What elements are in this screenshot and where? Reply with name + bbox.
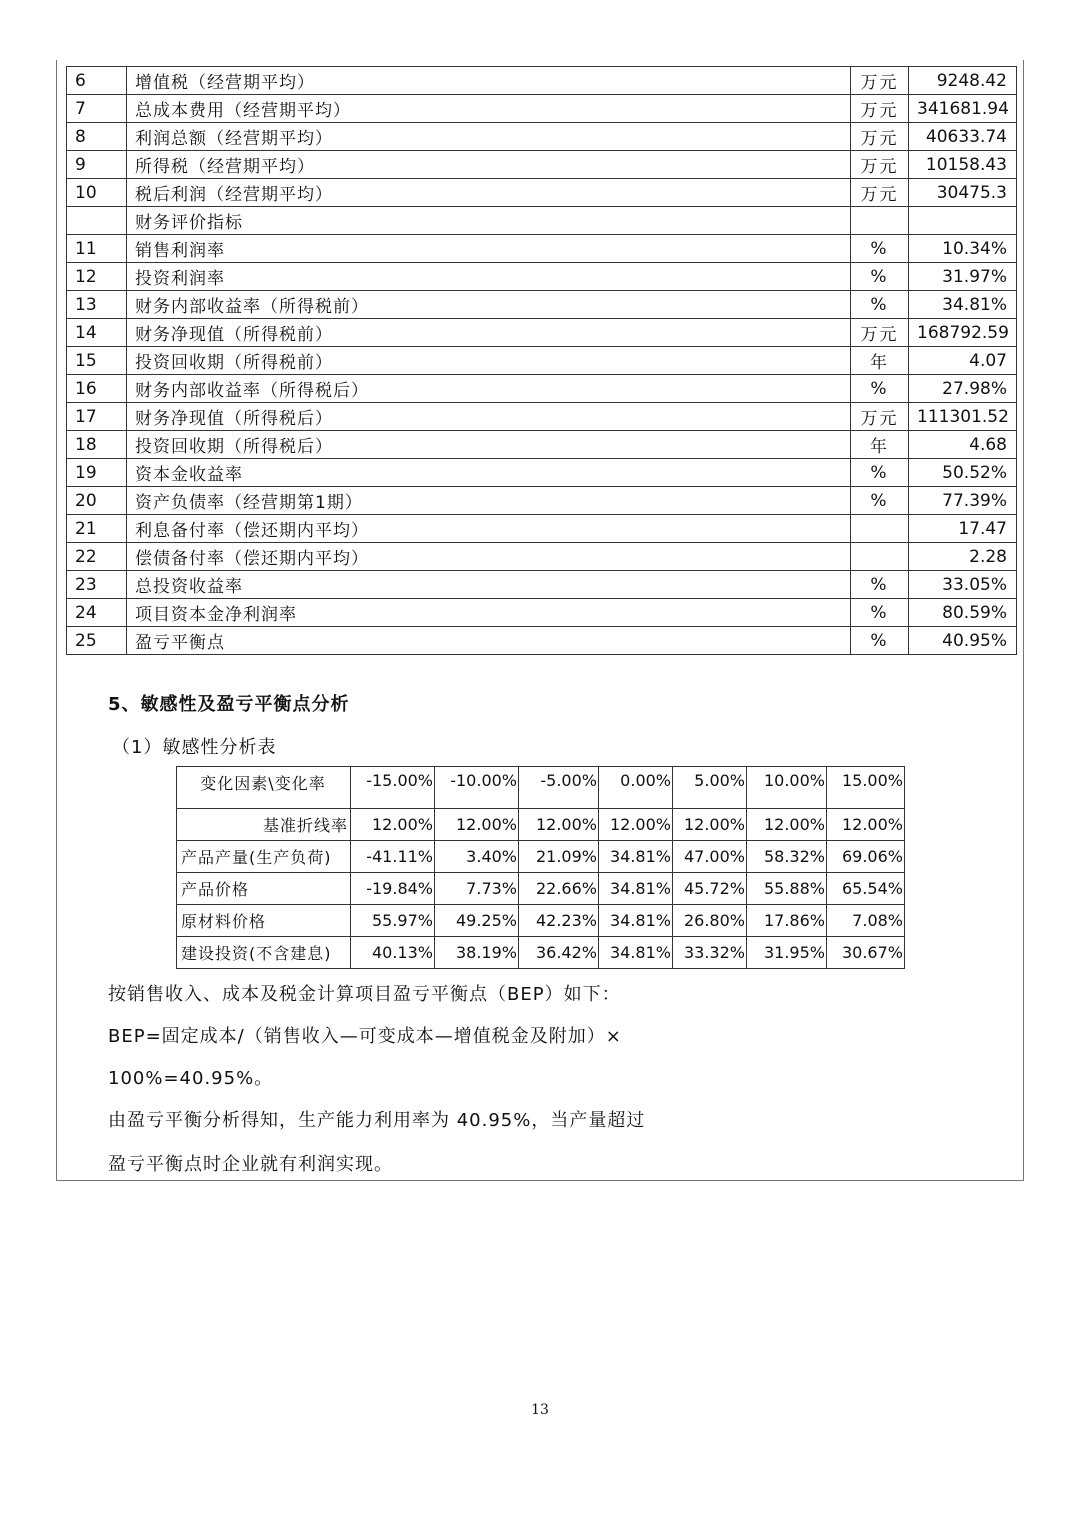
sensitivity-value: 12.00% [827,809,905,841]
row-unit: % [851,487,909,515]
sensitivity-value: 36.42% [519,937,599,969]
row-indicator-name: 财务内部收益率（所得税后） [127,375,851,403]
row-value: 30475.3 [909,179,1017,207]
sensitivity-value: 7.08% [827,905,905,937]
row-value: 50.52% [909,459,1017,487]
table-row [67,123,1017,151]
row-indicator-name: 销售利润率 [127,235,851,263]
sensitivity-value: 12.00% [351,809,435,841]
row-unit: 万元 [851,179,909,207]
row-number: 18 [67,431,127,459]
row-indicator-name: 财务净现值（所得税前） [127,319,851,347]
row-indicator-name: 投资利润率 [127,263,851,291]
row-indicator-name: 资本金收益率 [127,459,851,487]
row-indicator-name: 偿债备付率（偿还期内平均） [127,543,851,571]
sensitivity-value: 26.80% [673,905,747,937]
row-value: 27.98% [909,375,1017,403]
row-value: 168792.59 [909,319,1017,347]
sensitivity-value: 65.54% [827,873,905,905]
sensitivity-value: 34.81% [599,937,673,969]
row-unit: 万元 [851,319,909,347]
row-unit: % [851,263,909,291]
row-indicator-name: 项目资本金净利润率 [127,599,851,627]
row-value: 17.47 [909,515,1017,543]
row-unit: % [851,571,909,599]
sensitivity-value: 12.00% [519,809,599,841]
sensitivity-value: 55.97% [351,905,435,937]
row-indicator-name: 投资回收期（所得税前） [127,347,851,375]
row-number: 21 [67,515,127,543]
row-number: 15 [67,347,127,375]
sensitivity-value: 12.00% [673,809,747,841]
sensitivity-value: 55.88% [747,873,827,905]
row-unit: 万元 [851,67,909,95]
row-indicator-name: 财务内部收益率（所得税前） [127,291,851,319]
sensitivity-subtitle: （1）敏感性分析表 [112,737,277,758]
conclusion-line-1: 由盈亏平衡分析得知，生产能力利用率为 40.95%，当产量超过 [108,1110,646,1131]
sensitivity-header-row [177,767,905,809]
row-unit: 年 [851,347,909,375]
table-row [67,151,1017,179]
section-title: 5、敏感性及盈亏平衡点分析 [108,694,350,715]
row-value: 2.28 [909,543,1017,571]
sensitivity-factor-label: 产品产量(生产负荷) [177,841,351,873]
row-indicator-name: 资产负债率（经营期第1期） [127,487,851,515]
row-value: 10.34% [909,235,1017,263]
row-number: 17 [67,403,127,431]
sensitivity-change-rate: -15.00% [351,767,435,809]
sensitivity-value: 45.72% [673,873,747,905]
sensitivity-value: 34.81% [599,905,673,937]
financial-indicators-table [66,66,1017,655]
row-number: 19 [67,459,127,487]
row-number: 8 [67,123,127,151]
sensitivity-value: 33.32% [673,937,747,969]
row-number: 16 [67,375,127,403]
sensitivity-change-rate: -5.00% [519,767,599,809]
table-row [67,543,1017,571]
sensitivity-row [177,905,905,937]
sensitivity-value: 34.81% [599,841,673,873]
page-number: 13 [531,1402,549,1418]
table-row [67,599,1017,627]
row-unit: 万元 [851,95,909,123]
sensitivity-value: 21.09% [519,841,599,873]
row-indicator-name: 财务净现值（所得税后） [127,403,851,431]
bep-formula-line-1: BEP=固定成本/（销售收入—可变成本—增值税金及附加）× [108,1026,622,1047]
row-value: 10158.43 [909,151,1017,179]
sensitivity-value: 40.13% [351,937,435,969]
row-unit: 万元 [851,151,909,179]
sensitivity-value: 69.06% [827,841,905,873]
sensitivity-row [177,937,905,969]
sensitivity-factor-label: 基准折线率 [177,809,351,841]
row-indicator-name: 所得税（经营期平均） [127,151,851,179]
sensitivity-change-rate: 15.00% [827,767,905,809]
sensitivity-change-rate: 10.00% [747,767,827,809]
row-indicator-name: 利息备付率（偿还期内平均） [127,515,851,543]
table-row [67,319,1017,347]
row-value: 77.39% [909,487,1017,515]
table-row [67,627,1017,655]
table-row [67,431,1017,459]
row-number: 6 [67,67,127,95]
row-value: 40.95% [909,627,1017,655]
row-value: 80.59% [909,599,1017,627]
sensitivity-value: 31.95% [747,937,827,969]
row-indicator-name: 总投资收益率 [127,571,851,599]
table-row [67,403,1017,431]
row-indicator-name: 财务评价指标 [127,207,851,235]
sensitivity-value: 38.19% [435,937,519,969]
table-row [67,95,1017,123]
row-value: 33.05% [909,571,1017,599]
row-number: 14 [67,319,127,347]
table-row [67,235,1017,263]
conclusion-line-2: 盈亏平衡点时企业就有利润实现。 [108,1154,393,1175]
table-row [67,291,1017,319]
row-unit: % [851,459,909,487]
row-value: 9248.42 [909,67,1017,95]
sensitivity-factor-label: 原材料价格 [177,905,351,937]
row-unit [851,515,909,543]
row-number: 9 [67,151,127,179]
sensitivity-value: 47.00% [673,841,747,873]
row-unit: % [851,599,909,627]
row-indicator-name: 投资回收期（所得税后） [127,431,851,459]
row-unit: % [851,627,909,655]
sensitivity-change-rate: 5.00% [673,767,747,809]
table-row [67,179,1017,207]
row-value [909,207,1017,235]
row-indicator-name: 增值税（经营期平均） [127,67,851,95]
sensitivity-value: -41.11% [351,841,435,873]
table-row [67,487,1017,515]
row-number [67,207,127,235]
row-indicator-name: 总成本费用（经营期平均） [127,95,851,123]
sensitivity-value: 12.00% [747,809,827,841]
sensitivity-value: 17.86% [747,905,827,937]
sensitivity-value: 34.81% [599,873,673,905]
row-value: 4.68 [909,431,1017,459]
sensitivity-value: 3.40% [435,841,519,873]
sensitivity-row [177,809,905,841]
table-row [67,515,1017,543]
row-unit [851,207,909,235]
table-row [67,347,1017,375]
bep-intro: 按销售收入、成本及税金计算项目盈亏平衡点（BEP）如下： [108,984,621,1005]
sensitivity-header-label: 变化因素\变化率 [177,767,351,809]
row-indicator-name: 盈亏平衡点 [127,627,851,655]
row-value: 40633.74 [909,123,1017,151]
bep-formula-line-2: 100%=40.95%。 [108,1068,274,1089]
row-number: 24 [67,599,127,627]
row-unit: % [851,235,909,263]
row-unit: % [851,291,909,319]
table-row [67,375,1017,403]
sensitivity-row [177,841,905,873]
row-number: 25 [67,627,127,655]
table-row [67,263,1017,291]
sensitivity-value: 42.23% [519,905,599,937]
table-row [67,571,1017,599]
sensitivity-row [177,873,905,905]
table-row [67,207,1017,235]
row-number: 20 [67,487,127,515]
sensitivity-value: 12.00% [435,809,519,841]
row-indicator-name: 税后利润（经营期平均） [127,179,851,207]
row-number: 13 [67,291,127,319]
row-value: 341681.94 [909,95,1017,123]
row-value: 111301.52 [909,403,1017,431]
row-unit: % [851,375,909,403]
row-number: 12 [67,263,127,291]
sensitivity-factor-label: 产品价格 [177,873,351,905]
row-unit [851,543,909,571]
sensitivity-change-rate: -10.00% [435,767,519,809]
sensitivity-value: 22.66% [519,873,599,905]
row-number: 22 [67,543,127,571]
row-value: 4.07 [909,347,1017,375]
row-unit: 年 [851,431,909,459]
sensitivity-change-rate: 0.00% [599,767,673,809]
row-value: 34.81% [909,291,1017,319]
row-number: 11 [67,235,127,263]
row-unit: 万元 [851,403,909,431]
row-unit: 万元 [851,123,909,151]
table-row [67,67,1017,95]
sensitivity-value: 49.25% [435,905,519,937]
row-indicator-name: 利润总额（经营期平均） [127,123,851,151]
sensitivity-value: 58.32% [747,841,827,873]
row-number: 10 [67,179,127,207]
sensitivity-table [176,766,905,969]
sensitivity-value: 7.73% [435,873,519,905]
row-value: 31.97% [909,263,1017,291]
row-number: 7 [67,95,127,123]
sensitivity-value: -19.84% [351,873,435,905]
sensitivity-value: 30.67% [827,937,905,969]
sensitivity-factor-label: 建设投资(不含建息) [177,937,351,969]
table-row [67,459,1017,487]
row-number: 23 [67,571,127,599]
sensitivity-value: 12.00% [599,809,673,841]
